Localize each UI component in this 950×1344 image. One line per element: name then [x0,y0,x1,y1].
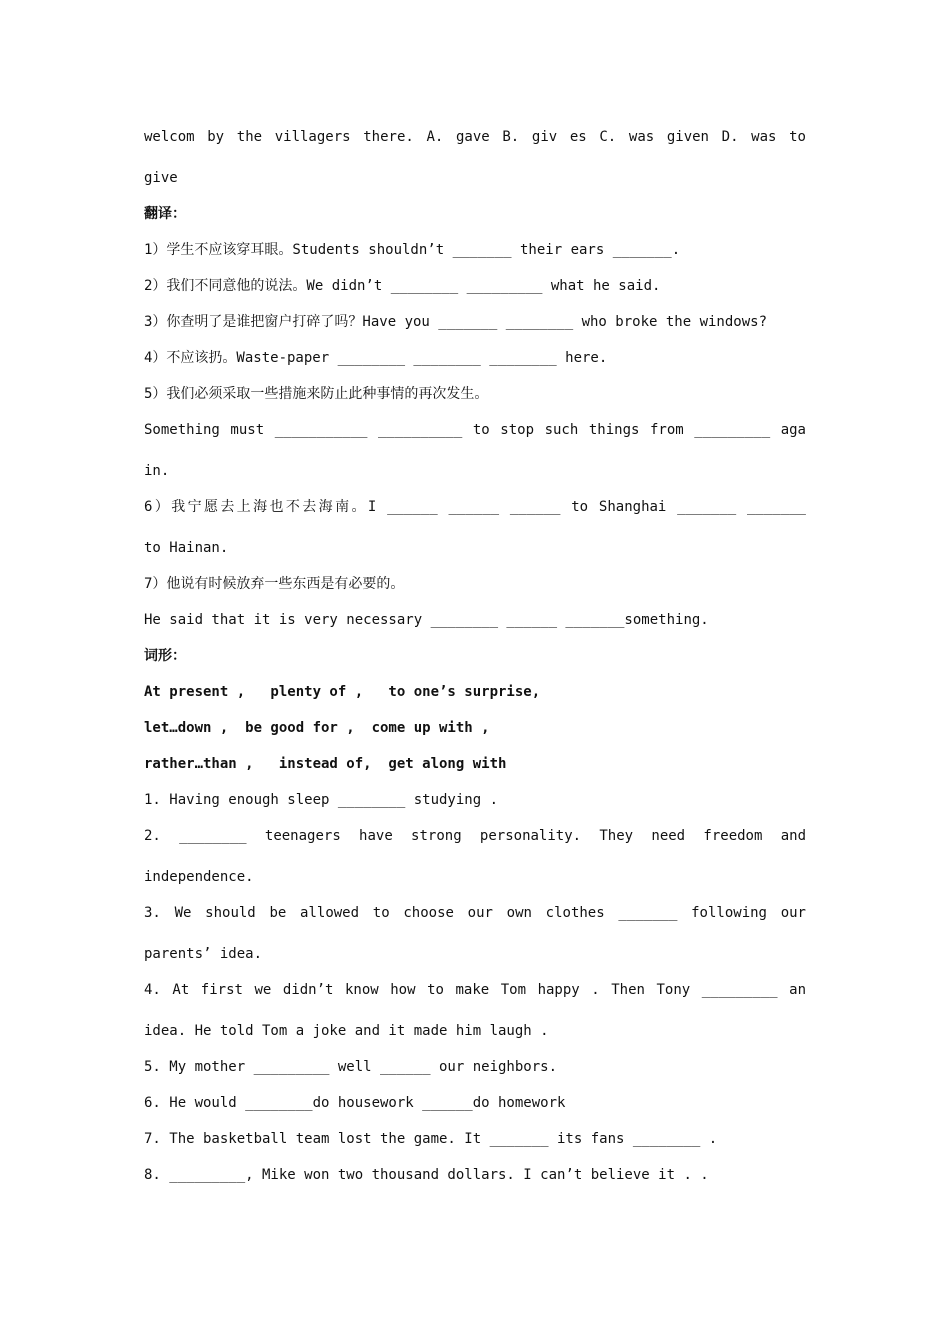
section-heading-word-forms: 词形： [144,648,186,664]
translation-item: to Hainan. [144,540,229,556]
exercise-item: parents’ idea. [144,946,263,962]
exercise-item: 3. We should be allowed to choose our own clothes _______ following our [144,905,806,921]
exercise-item: 2. ________ teenagers have strong personality. They need freedom and [144,828,806,844]
translation-item: 7）他说有时候放弃一些东西是有必要的。 [144,576,405,592]
phrase-bank-line: At present , plenty of , to one’s surprise, [144,684,541,700]
exercise-item: idea. He told Tom a joke and it made him laugh . [144,1023,549,1039]
translation-item: 6）我宁愿去上海也不去海南。I ______ ______ ______ to Shanghai _______ _______ [144,499,806,515]
exercise-item: independence. [144,869,254,885]
exercise-item: 8. _________, Mike won two thousand dollars. I can’t believe it . . [144,1167,709,1183]
translation-item: 2）我们不同意他的说法。We didn’t ________ _________ what he said. [144,278,661,294]
exercise-item: 6. He would ________do housework ______do homework [144,1095,566,1111]
translation-item: 4）不应该扔。Waste-paper ________ ________ ________ here. [144,350,608,366]
translation-item: in. [144,463,170,479]
worksheet-page [144,124,806,1198]
translation-item: Something must ___________ __________ to stop such things from _________ aga [144,422,806,438]
phrase-bank-line: let…down , be good for , come up with , [144,720,490,736]
translation-item: 5）我们必须采取一些措施来防止此种事情的再次发生。 [144,386,489,402]
exercise-item: 4. At first we didn’t know how to make Tom happy . Then Tony _________ an [144,982,806,998]
exercise-item: 1. Having enough sleep ________ studying . [144,792,499,808]
exercise-item: 7. The basketball team lost the game. It _______ its fans ________ . [144,1131,718,1147]
translation-item: 3）你查明了是谁把窗户打碎了吗？Have you _______ ________ who broke the windows? [144,314,768,330]
translation-item: He said that it is very necessary ________ ______ _______something. [144,612,709,628]
exercise-item: 5. My mother _________ well ______ our neighbors. [144,1059,558,1075]
question-line: welcom by the villagers there. A. gave B. giv es C. was given D. was to [144,129,806,145]
phrase-bank-line: rather…than , instead of, get along with [144,756,507,772]
translation-item: 1）学生不应该穿耳眼。Students shouldn’t _______ their ears _______. [144,242,681,258]
section-heading-translation: 翻译： [144,206,186,222]
question-line: give [144,170,178,186]
